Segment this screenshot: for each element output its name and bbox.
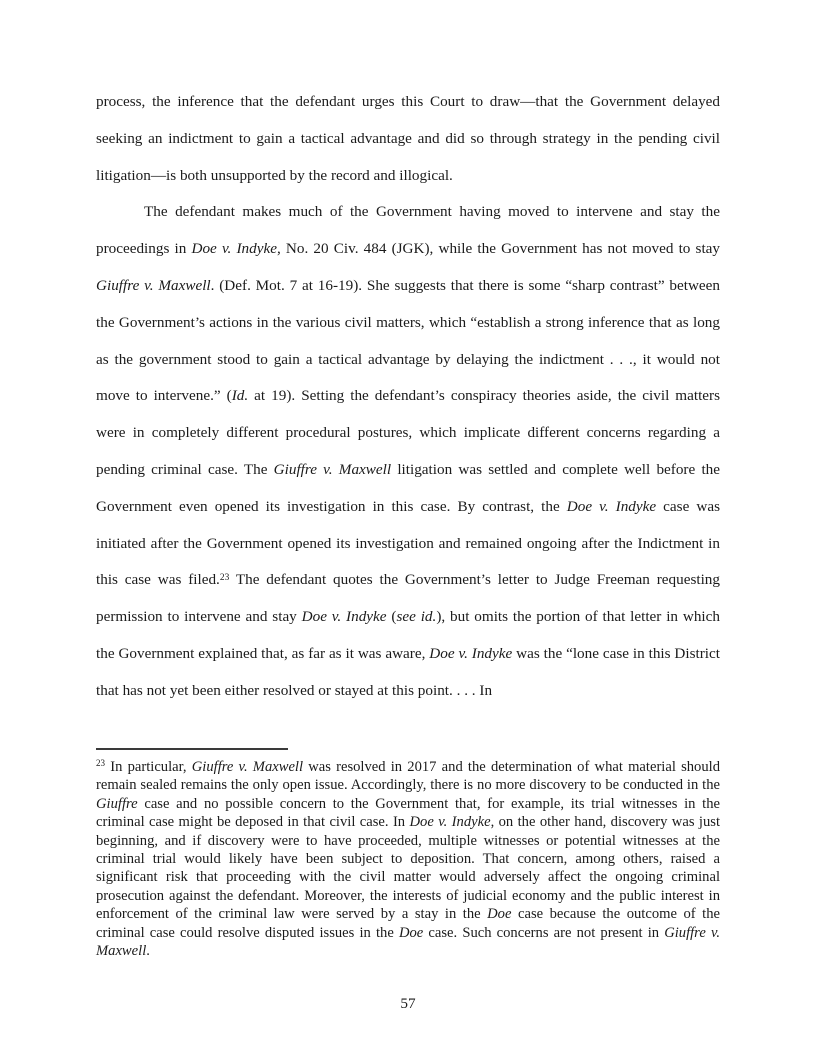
text-run: process, the inference that the defendant urges this Court to draw—that the Government delayed seeking an indictment to gain a tactical advantage and did so through strategy in the pending civil litigation—is both unsupported by the record and illogical. — [96, 93, 720, 184]
text-run: case and no possible concern to the Government that, for example, its trial witnesses in the criminal case might be deposed in that civil case. In — [96, 795, 720, 831]
text-run: was resolved in 2017 and the determination of what material should remain sealed remains the only open issue. Accordingly, there is no more discovery to be conducted in the — [96, 759, 720, 794]
footnote-reference: 23 — [219, 572, 230, 583]
italic-text-run: Doe — [487, 906, 512, 923]
italic-text-run: Doe v. Indyke — [301, 608, 387, 626]
text-run: The defendant quotes the Government’s letter to Judge Freeman requesting permission to intervene and stay — [96, 571, 720, 626]
italic-text-run: Doe v. Indyke — [429, 644, 513, 662]
paragraph — [96, 84, 720, 194]
text-run: , No. 20 Civ. 484 (JGK), while the Government has not moved to stay — [276, 240, 720, 258]
text-run: litigation was settled and complete well before the Government even opened its investigation in this case. By contrast, the — [96, 460, 720, 515]
text-run: In particular, — [105, 759, 192, 775]
italic-text-run: Doe — [398, 924, 424, 941]
text-run: The defendant makes much of the Government having moved to intervene and stay the proceedings in — [96, 203, 720, 258]
footnote — [96, 758, 720, 960]
text-run: , on the other hand, discovery was just beginning, and if discovery were to have proceeded, multiple witnesses or potential witnesses at the criminal trial would likely have been subject to deposition. That concern, among others, raised a significant risk that proceeding with the civil matter would adversely affect the ongoing criminal prosecution against the defendant. Moreover, the interests of judicial economy and the public interest in enforcement of the criminal law were served by a stay in the — [96, 814, 720, 923]
italic-text-run: see id. — [396, 608, 437, 626]
italic-text-run: Giuffre v. Maxwell — [273, 460, 392, 478]
text-run: case. Such concerns are not present in — [423, 924, 665, 941]
italic-text-run: Id. — [231, 387, 249, 405]
text-run: . (Def. Mot. 7 at 16-19). She suggests that there is some “sharp contrast” between the Government’s actions in the various civil matters, which “establish a strong inference that as long as the government stood to gain a tactical advantage by delaying the indictment . . ., it would not move to intervene.” ( — [96, 276, 720, 405]
page-number: 57 — [400, 995, 416, 1012]
paragraph — [96, 194, 720, 709]
footnote-number: 23 — [96, 758, 106, 769]
italic-text-run: Doe v. Indyke — [409, 814, 491, 831]
text-run: case because the outcome of the criminal case could resolve disputed issues in the — [96, 906, 720, 941]
italic-text-run: Doe v. Indyke — [566, 497, 657, 515]
text-run: . — [146, 943, 150, 960]
italic-text-run: Giuffre v. Maxwell — [191, 759, 304, 775]
document-body — [96, 84, 720, 710]
italic-text-run: Giuffre v. Maxwell — [96, 276, 211, 294]
text-run: case was initiated after the Government opened its investigation and remained ongoing after the Indictment in this case was filed. — [96, 497, 720, 589]
text-run: at 19). Setting the defendant’s conspiracy theories aside, the civil matters were in completely different procedural postures, which implicate different concerns regarding a pending criminal case. The — [96, 387, 721, 478]
text-run: ( — [386, 608, 397, 626]
italic-text-run: Giuffre v. Maxwell — [96, 924, 720, 960]
footnote-separator — [96, 748, 288, 750]
italic-text-run: Giuffre — [96, 795, 138, 812]
text-run: was the “lone case in this District that has not yet been either resolved or stayed at this point. . . . In — [96, 644, 720, 699]
italic-text-run: Doe v. Indyke — [191, 240, 277, 258]
text-run: ), but omits the portion of that letter in which the Government explained that, as far as it was aware, — [96, 608, 720, 662]
